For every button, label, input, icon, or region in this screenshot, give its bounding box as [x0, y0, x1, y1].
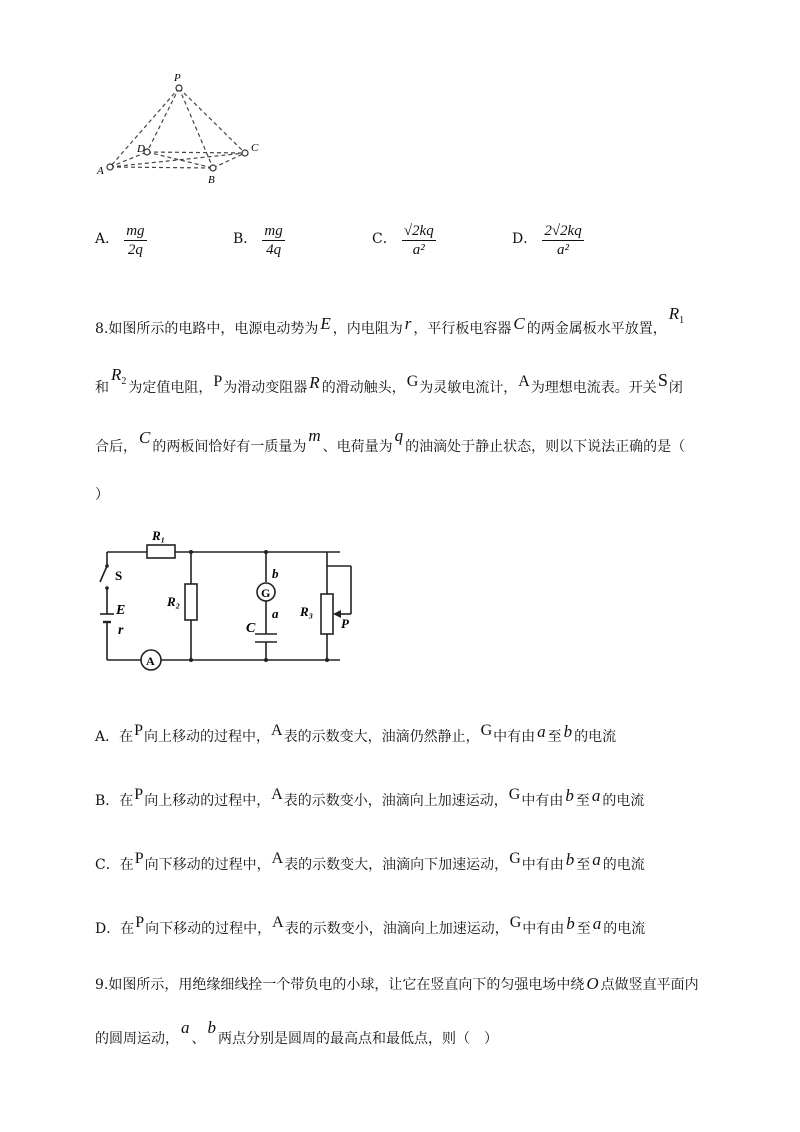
q8-option-a: A．在P向上移动的过程中，A表的示数变大，油滴仍然静止，G中有由 a 至 b 的电流	[95, 722, 617, 745]
label-p: P	[341, 616, 349, 631]
label-p: P	[174, 72, 181, 84]
circuit-diagram	[95, 518, 365, 688]
q8-line-3: 合后， C 的两板间恰好有一质量为m、电荷量为q的油滴处于静止状态，则以下说法正确的是（	[95, 426, 686, 455]
label-b: B	[208, 174, 215, 185]
q8-line-2: 和$R_2$ 为定值电阻，P为滑动变阻器 R 的滑动触头，G为灵敏电流计，A为理想电流表。开关S闭	[95, 365, 683, 396]
label-r: r	[118, 623, 124, 638]
fraction: $\frac{2√2kq}{\text{a²}}$	[544, 223, 582, 258]
q7-option-d: D． $\frac{2√2kq}{\text{a²}}$	[512, 223, 582, 258]
label-r2: R₂	[167, 594, 181, 609]
label-r3: R₃	[300, 604, 314, 619]
q7-option-c: C． $\frac{√2kq}{\text{a²}}$	[372, 223, 434, 258]
q7-option-a: A． $\frac{mg}{2q}$	[95, 223, 145, 258]
label-e: E	[116, 603, 126, 618]
label-a: A	[97, 165, 104, 177]
label-c: C	[251, 142, 259, 154]
label-d: D	[137, 143, 145, 155]
q8-option-c: C．在P向下移动的过程中，A表的示数变大，油滴向下加速运动，G中有由 b 至 a 的电流	[95, 850, 645, 873]
fraction: $\frac{mg}{2q}$	[126, 223, 145, 258]
label-ammeter: A	[146, 654, 155, 668]
label-s: S	[115, 568, 123, 583]
label-a-node: a	[272, 606, 279, 621]
q9-line-2: 的圆周运动，a、b两点分别是圆周的最高点和最低点，则（ ）	[95, 1018, 498, 1047]
q8-line-4: ）	[95, 487, 109, 503]
label-g: G	[261, 586, 271, 600]
pyramid-figure	[95, 70, 275, 185]
label-r1: R₁	[152, 528, 166, 543]
label-b: b	[272, 566, 279, 581]
q9-line-1: 9.如图所示，用绝缘细线拴一个带负电的小球，让它在竖直向下的匀强电场中绕 O 点做竖直平面内	[95, 974, 699, 993]
label-c: C	[246, 621, 256, 636]
q8-option-d: D．在P向下移动的过程中，A表的示数变小，油滴向上加速运动，G中有由 b 至 a 的电流	[95, 914, 646, 937]
fraction: $\frac{√2kq}{\text{a²}}$	[403, 223, 434, 258]
q7-option-b: B． $\frac{mg}{4q}$	[233, 223, 283, 258]
fraction: $\frac{mg}{4q}$	[264, 223, 283, 258]
q8-line-1: 8.如图所示的电路中，电源电动势为 E ，内电阻为 r ，平行板电容器 C 的两金属板水平放置，$R_1$	[95, 304, 685, 337]
q8-option-b: B．在P向上移动的过程中，A表的示数变小，油滴向上加速运动，G中有由 b 至 a 的电流	[95, 786, 645, 809]
